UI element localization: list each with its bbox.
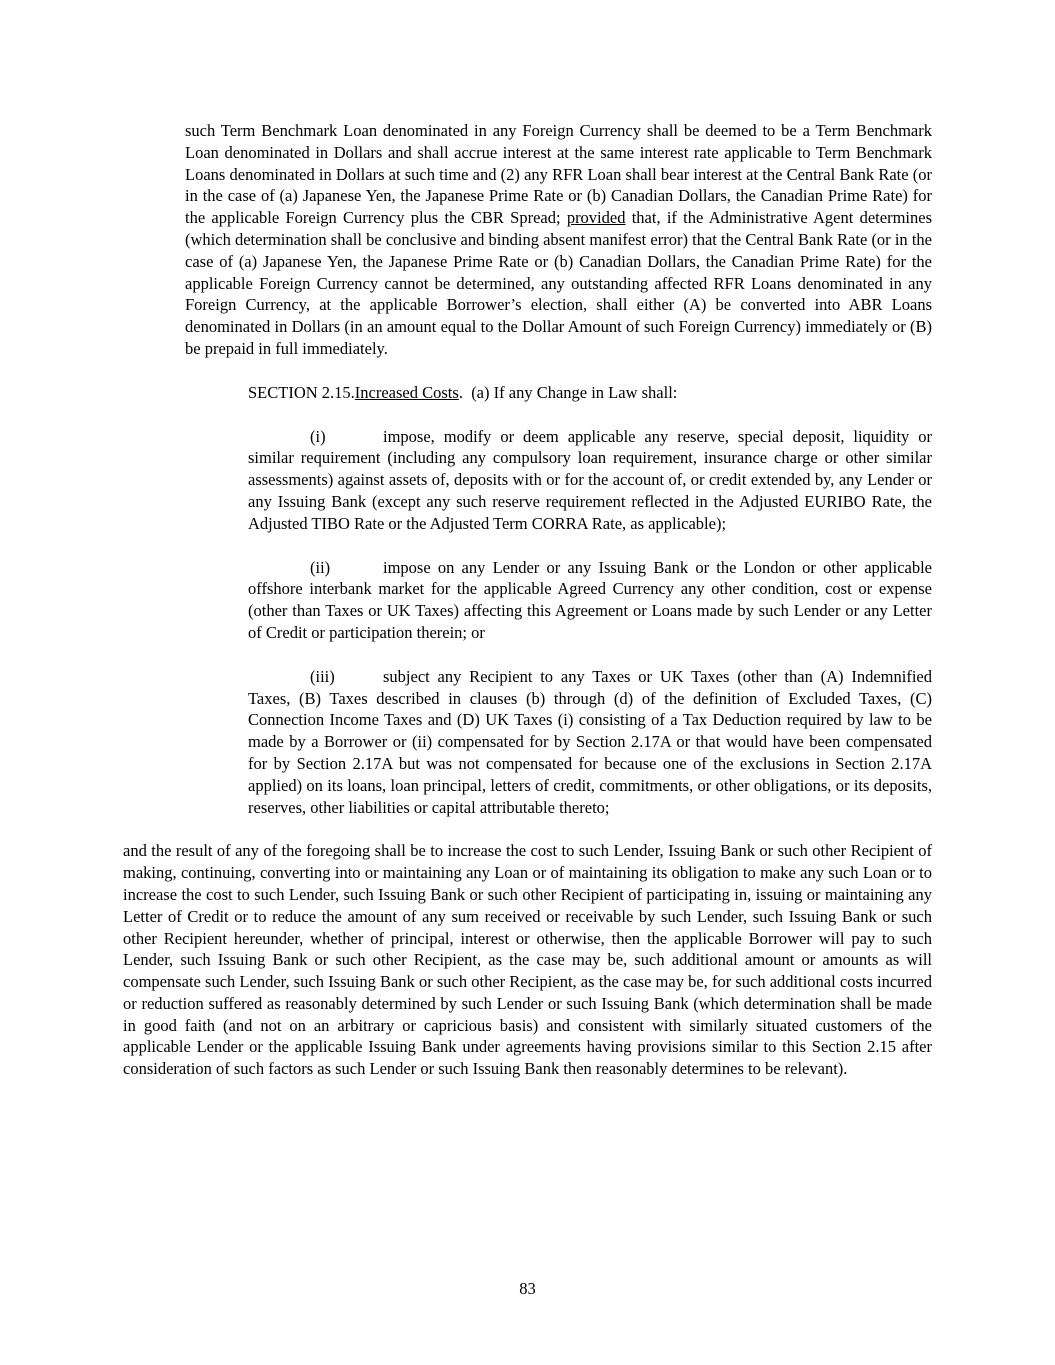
clause-i-text: impose, modify or deem applicable any reserve, special deposit, liquidity or similar requirement (including any compulsory loan requirement, insurance charge or other similar assessments) against assets of, deposits with or for the account of, or credit extended by, any Lender or any Issuing Bank (except any such reserve requirement reflected in the Adjusted EURIBO Rate, the Adjusted TIBO Rate or the Adjusted Term CORRA Rate, as applicable);: [248, 426, 932, 533]
clause-iii-marker: (iii): [310, 666, 335, 686]
clause-ii-marker: (ii): [310, 557, 331, 577]
clause-ii: [248, 557, 932, 644]
clause-i-marker: (i): [310, 426, 326, 446]
section-heading: [123, 382, 932, 404]
continuation-paragraph: [185, 120, 932, 360]
section-intro: . (a) If any Change in Law shall:: [458, 382, 678, 402]
page-number: 83: [519, 1279, 536, 1298]
section-label: SECTION 2.15.: [248, 382, 355, 402]
clause-i: [248, 426, 932, 535]
clause-iii: [248, 666, 932, 819]
section-title-underlined: Increased Costs: [354, 382, 459, 402]
clause-iii-text: subject any Recipient to any Taxes or UK Taxes (other than (A) Indemnified Taxes, (B) Taxes described in clauses (b) through (d) of the definition of Excluded Taxes, (C) Connection Income Taxes and (D) UK Taxes (i) consisting of a Tax Deduction required by law to be made by a Borrower or (ii) compensated for by Section 2.17A or that would have been compensated for by Section 2.17A but was not compensated for because one of the exclusions in Section 2.17A applied) on its loans, loan principal, letters of credit, commitments, or other obligations, or its deposits, reserves, other liabilities or capital attributable thereto;: [248, 666, 932, 817]
clause-ii-text: impose on any Lender or any Issuing Bank or the London or other applicable offshore interbank market for the applicable Agreed Currency any other condition, cost or expense (other than Taxes or UK Taxes) affecting this Agreement or Loans made by such Lender or any Letter of Credit or participation therein; or: [248, 557, 932, 642]
continuation-text-before: such Term Benchmark Loan denominated in any Foreign Currency shall be deemed to be a Term Benchmark Loan denominated in Dollars and shall accrue interest at the same interest rate applicable to Term Benchmark Loans denominated in Dollars at such time and (2) any RFR Loan shall bear interest at the Central Bank Rate (or in the case of (a) Japanese Yen, the Japanese Prime Rate or (b) Canadian Dollars, the Canadian Prime Rate) for the applicable Foreign Currency plus the CBR Spread;: [185, 121, 932, 228]
continuation-text-after: that, if the Administrative Agent determines (which determination shall be conclusive and binding absent manifest error) that the Central Bank Rate (or in the case of (a) Japanese Yen, the Japanese Prime Rate or (b) Canadian Dollars, the Canadian Prime Rate) for the applicable Foreign Currency cannot be determined, any outstanding affected RFR Loans denominated in any Foreign Currency, at the applicable Borrower’s election, shall either (A) be converted into ABR Loans denominated in Dollars (in an amount equal to the Dollar Amount of such Foreign Currency) immediately or (B) be prepaid in full immediately.: [185, 208, 932, 358]
provided-underlined-word: provided: [566, 208, 626, 228]
closing-paragraph: and the result of any of the foregoing shall be to increase the cost to such Lender, Issuing Bank or such other Recipient of making, continuing, converting into or maintaining any Loan or of maintaining its obligation to make any such Loan or to increase the cost to such Lender, such Issuing Bank or such other Recipient of participating in, issuing or maintaining any Letter of Credit or to reduce the amount of any sum received or receivable by such Lender, such Issuing Bank or such other Recipient hereunder, whether of principal, interest or otherwise, then the applicable Borrower will pay to such Lender, such Issuing Bank or such other Recipient, as the case may be, such additional amount or amounts as will compensate such Lender, such Issuing Bank or such other Recipient, as the case may be, for such additional costs incurred or reduction suffered as reasonably determined by such Lender or such Issuing Bank (which determination shall be made in good faith (and not on an arbitrary or capricious basis) and consistent with similarly situated customers of the applicable Lender or the applicable Issuing Bank under agreements having provisions similar to this Section 2.15 after consideration of such factors as such Lender or such Issuing Bank then reasonably determines to be relevant).: [123, 841, 932, 1079]
